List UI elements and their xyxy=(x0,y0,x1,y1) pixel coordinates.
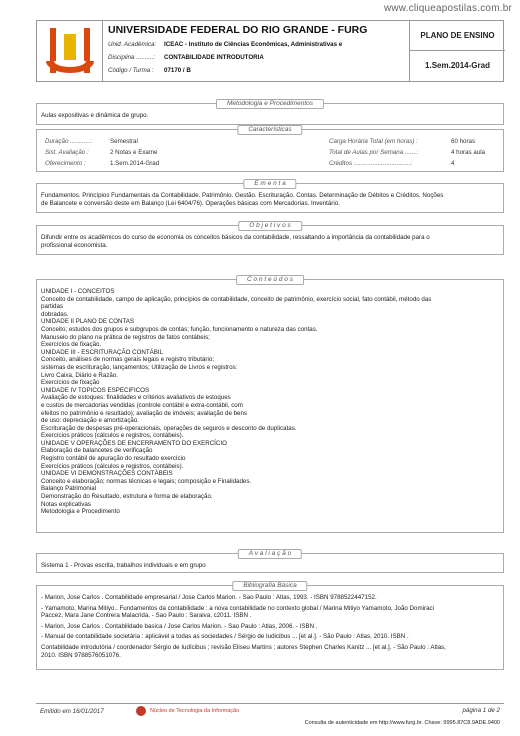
conteudos-line: partidas xyxy=(41,303,64,311)
conteudos-line: Demonstração do Resultado, estrutura e forma de elaboração. xyxy=(41,493,213,501)
section-title: Bibliografia Básica xyxy=(232,581,307,591)
section-caracteristicas xyxy=(36,126,504,172)
creditos-value: 4 xyxy=(451,160,455,167)
conteudos-line: Exercícios práticos (cálculos e registros, contábeis). xyxy=(41,462,184,470)
objetivos-line: profissional economista. xyxy=(41,241,108,249)
section-title: Metodologia e Procedimentos xyxy=(216,99,324,109)
objetivos-line: Difundir entre os acadêmicos do curso de economia os conceitos básicos da contabilidade, ressaltando a importância da contabilidade para o xyxy=(41,234,430,241)
conteudos-line: dobradas. xyxy=(41,310,69,318)
section-title: C o n t e ú d o s xyxy=(236,275,304,285)
conteudos-line: Conceito e elaboração; normas técnicas e legais; composição e Finalidades. xyxy=(41,477,252,485)
conteudos-line: UNIDADE I - CONCEITOS xyxy=(41,288,115,295)
conteudos-line: UNIDADE V OPERAÇÕES DE ENCERRAMENTO DO EXERCÍCIO xyxy=(41,439,227,447)
oferec-label: Oferecimento : xyxy=(45,160,86,167)
unit-row xyxy=(108,41,342,48)
emitted-date: Emitido em 16/01/2017 xyxy=(40,708,104,715)
conteudos-line: UNIDADE VI DEMONSTRAÇÕES CONTÁBEIS xyxy=(41,470,173,478)
plan-semester: 1.Sem.2014-Grad xyxy=(425,61,490,70)
conteudos-line: de uso: depreciação e amortização. xyxy=(41,417,140,425)
bibliografia-entry: - Yamamoto, Marina Mitiyo.. Fundamentos da contabilidade : a nova contabilidade no contexto global / Marina Mitiyo Yamamoto, João Domiraci xyxy=(41,604,434,612)
discipline-value: CONTABILIDADE INTRODUTORIA xyxy=(164,54,264,61)
objetivos-text xyxy=(41,234,499,249)
section-metodologia xyxy=(36,100,504,125)
sist-label: Sist. Avaliação : xyxy=(45,149,89,156)
section-objetivos xyxy=(36,222,504,255)
code-value: 07170 / B xyxy=(164,67,191,74)
conteudos-line: Notas explicativas xyxy=(41,500,91,508)
aulas-row xyxy=(329,149,485,156)
carga-label: Carga Horária Total (em horas) : xyxy=(329,138,418,145)
plan-title: PLANO DE ENSINO xyxy=(410,21,505,51)
aulas-value: 4 horas aula xyxy=(451,149,486,156)
conteudos-line: Registro contábil de apuração do resultado exercício xyxy=(41,455,186,463)
conteudos-line: Avaliação de estoques: finalidades e critérios avaliativos de estoques xyxy=(41,394,231,402)
unit-label: Unid. Acadêmica: xyxy=(108,41,157,48)
watermark-url: www.cliqueapostilas.com.br xyxy=(383,3,512,14)
ementa-line: de Balancete e conversão deste em Balanço (Lei 6404/76). Operações básicas com Mercadorias. Inventário. xyxy=(41,199,340,207)
conteudos-line: Manuseio do plano na prática de registros de fatos contábeis; xyxy=(41,333,210,341)
conteudos-line: UNIDADE III - ESCRITURAÇÃO CONTÁBIL xyxy=(41,348,164,356)
avaliacao-line: Sistema 1 - Provas escrita, trabalhos individuais e em grupo xyxy=(41,562,206,569)
section-bibliografia xyxy=(36,582,504,670)
discipline-row xyxy=(108,54,264,61)
duracao-value: Semestral xyxy=(110,138,138,145)
oferecimento-row xyxy=(45,160,159,167)
header-plan-box xyxy=(409,21,504,81)
code-label: Código / Turma : xyxy=(108,67,154,74)
avaliacao-sist-row xyxy=(45,149,157,156)
metodologia-line: Aulas expositivas e dinâmica de grupo. xyxy=(41,112,149,119)
conteudos-line: Exercícios práticos (cálculos e registros, contábeis). xyxy=(41,432,184,440)
creditos-label: Créditos .................................: xyxy=(329,160,413,167)
university-name: UNIVERSIDADE FEDERAL DO RIO GRANDE - FURG xyxy=(108,24,368,36)
ementa-text xyxy=(41,192,499,207)
conteudos-line: Elaboração de balancetes de verificação xyxy=(41,447,153,455)
section-conteudos xyxy=(36,276,504,533)
nti-label: Núcleo de Tecnologia da Informação xyxy=(150,708,240,714)
ementa-line: Fundamentos. Princípios Fundamentais da Contabilidade. Patrimônio. Gestão. Escrituração. Contas. Determinação de Débitos e Créditos. Noções xyxy=(41,192,444,199)
conteudos-line: UNIDADE II PLANO DE CONTAS xyxy=(41,318,135,326)
conteudos-line: UNIDADE IV TOPICOS ESPECIFICOS xyxy=(41,386,150,394)
carga-row xyxy=(329,138,475,145)
section-ementa xyxy=(36,180,504,213)
conteudos-line: Conceito, análises de normas gerais legais e registro tributário; xyxy=(41,356,214,364)
bibliografia-text xyxy=(41,594,499,659)
conteudos-text xyxy=(41,288,499,516)
unit-value: ICEAC - Instituto de Ciências Econômicas, Administrativas e xyxy=(164,41,343,48)
bibliografia-entry: Paccez, Mara Jane Contrera Malacrida. - Sao Paulo : Saraiva, c2011. ISBN . xyxy=(41,612,252,620)
conteudos-line: sistemas de escrituração, lançamentos; Utilização de Livros e registros: xyxy=(41,363,238,371)
conteudos-line: Exercícios de fixação. xyxy=(41,341,102,349)
oferec-value: 1.Sem.2014-Grad xyxy=(110,160,160,167)
creditos-row xyxy=(329,160,454,167)
sist-value: 2 Notas e Exame xyxy=(110,149,158,156)
aulas-label: Total de Aulas por Semana .......: xyxy=(329,149,419,156)
section-title: A v a l i a ç ã o xyxy=(238,549,302,559)
avaliacao-text xyxy=(41,562,499,570)
conteudos-line: Escrituração de despesas pré-operacionais, operações de seguros e desconto de duplicatas. xyxy=(41,424,297,432)
conteudos-line: Conceito; estudos dos grupos e subgrupos de contas; função, funcionamento e natureza das contas. xyxy=(41,325,318,333)
section-title: E m e n t a xyxy=(243,179,296,189)
bibliografia-entry: - Manual de contabilidade societária : aplicável a todas as sociedades / Sérgio de Iudicibus ... [et al.]. - São Paulo : Atlas, 2010. ISBN . xyxy=(41,633,409,641)
bibliografia-entry: 2010. ISBN 9788576051076. xyxy=(41,651,121,659)
carga-value: 60 horas xyxy=(451,138,476,145)
conteudos-line: Metodologia e Procedimento xyxy=(41,508,120,516)
metodologia-text xyxy=(41,112,499,120)
nti-logo-icon xyxy=(136,706,146,716)
document-footer xyxy=(36,703,504,726)
bibliografia-entry: Contabilidade introdutória / coordenador Sérgio de Iudícibus ; revisão Eliseu Martins ; autores Stephen Charles Kanitz ... [et al.]. - São Paulo : Atlas, xyxy=(41,643,446,651)
authenticity-link[interactable]: Consulta de autenticidade em http://www.furg.br. Chave: 9995.87C8.9ADE.9400 xyxy=(304,720,500,726)
discipline-label: Disciplina ..........: xyxy=(108,54,156,61)
furg-logo xyxy=(37,21,103,81)
bibliografia-entry: - Marion, Jose Carlos . Contabilidade basica / Jose Carlos Marion. - Sao Paulo : Atlas, 2006. - ISBN . xyxy=(41,622,318,630)
section-avaliacao xyxy=(36,550,504,573)
code-row xyxy=(108,67,191,74)
section-title: Características xyxy=(237,125,302,135)
header-info xyxy=(104,21,409,81)
document-header xyxy=(36,20,504,82)
section-title: O b j e t i v o s xyxy=(238,221,302,231)
duracao-row xyxy=(45,138,138,145)
duracao-label: Duração ............: xyxy=(45,138,93,145)
conteudos-line: Exercícios de fixação xyxy=(41,379,100,387)
conteudos-line: e custos de mercadorias vendidas (controle contábil e extra-contábil, com xyxy=(41,401,243,409)
bibliografia-entry: - Marion, Jose Carlos . Contabilidade empresarial / Jose Carlos Marion. - Sao Paulo : Atlas, 1993. - ISBN 9788522447152. xyxy=(41,594,377,601)
logo-center-icon xyxy=(64,34,76,60)
conteudos-line: Conceito de contabilidade, campo de aplicação, princípios de contabilidade, conceito de patrimônio, exercício social, fato contábil, método das xyxy=(41,295,432,303)
conteudos-line: efeitos no patrimônio e resultado); avaliação de imóveis; avaliação de bens xyxy=(41,409,248,417)
conteudos-line: Livro Caixa, Diário e Razão. xyxy=(41,371,119,379)
conteudos-line: Balanço Patrimonial xyxy=(41,485,97,493)
page-number: página 1 de 2 xyxy=(462,707,500,714)
